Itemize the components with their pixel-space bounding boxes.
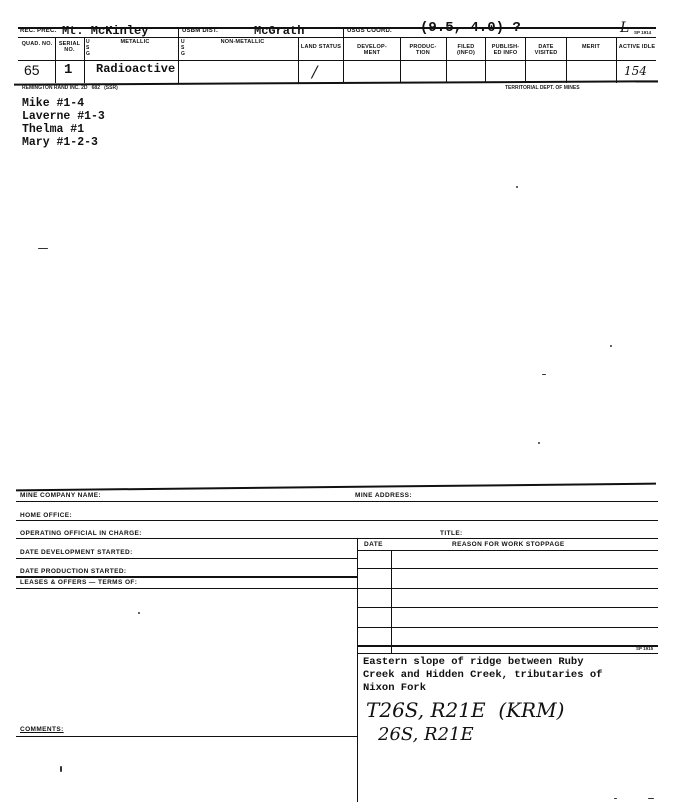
header-vline [525, 38, 526, 83]
metallic-value: Radioactive [96, 62, 176, 76]
claim-item: Laverne #1-3 [22, 110, 105, 123]
form-code-bottom: SP 1915 [636, 646, 654, 651]
header-vline [485, 38, 486, 83]
quad-no-label: QUAD. NO. [21, 41, 53, 47]
published-info-label: PUBLISH- ED INFO [491, 44, 520, 56]
operating-official-label: OPERATING OFFICIAL IN CHARGE: [20, 530, 142, 537]
scan-speck [538, 442, 540, 444]
claim-item: Thelma #1 [22, 123, 85, 136]
rule [357, 653, 658, 654]
form-code-top: SP 1914 [634, 30, 652, 35]
active-idle-label: ACTIVE IDLE [618, 44, 656, 50]
date-dev-started-label: DATE DEVELOPMENT STARTED: [20, 549, 133, 556]
usgs2-label: U S G [181, 39, 186, 57]
claim-item: Mary #1-2-3 [22, 136, 98, 149]
scan-speck [60, 766, 62, 772]
dept-line: TERRITORIAL DEPT. OF MINES [505, 85, 580, 91]
scan-speck [38, 248, 48, 249]
header-vline [343, 27, 344, 83]
development-label: DEVELOP- MENT [357, 44, 387, 56]
merit-label: MERIT [581, 44, 601, 50]
location-line: Creek and Hidden Creek, tributaries of [363, 669, 603, 681]
header-vline [446, 38, 447, 83]
rule [357, 607, 658, 608]
mine-address-label: MINE ADDRESS: [355, 492, 412, 499]
scan-speck [610, 345, 612, 347]
rule [357, 645, 658, 647]
usgs-label: U S G [86, 39, 91, 57]
rule [16, 558, 358, 559]
usgs-coord-value: (9.5, 4.0) ? [420, 20, 521, 36]
active-idle-value: 154 [624, 64, 647, 78]
rule [16, 736, 358, 737]
printer-line: REMINGTON RAND INC. 2D 682 (SSR) [22, 85, 118, 91]
scan-speck [138, 612, 140, 614]
rule [357, 627, 658, 628]
rec-prec-value: Mt. McKinley [62, 24, 149, 38]
scan-speck [614, 798, 617, 799]
quad-no-value: 65 [24, 62, 40, 78]
filed-info-label: FILED (INFO) [456, 44, 475, 56]
header-vline [566, 38, 567, 83]
metallic-label: METALLIC [120, 39, 150, 45]
scan-speck [516, 186, 518, 188]
header-vline [616, 38, 617, 83]
non-metallic-label: NON-METALLIC [220, 39, 265, 45]
title-label: TITLE: [440, 530, 463, 537]
scan-speck [648, 798, 654, 799]
header-vline [84, 38, 85, 83]
header-vline [400, 38, 401, 83]
scan-speck [542, 374, 546, 375]
rule [16, 538, 658, 539]
corner-mark: L [620, 20, 630, 36]
table-vline [391, 550, 392, 654]
usbm-dist-label: USBM DIST. [182, 28, 219, 34]
usgs-coord-label: USGS COORD. [347, 28, 392, 34]
rule [16, 576, 358, 578]
rule [357, 588, 658, 589]
production-label: PRODUC- TION [409, 44, 437, 56]
location-line: Nixon Fork [363, 682, 427, 694]
serial-no-value: 1 [64, 62, 73, 78]
rule [357, 550, 658, 551]
claims-list [22, 97, 105, 149]
location-line: Eastern slope of ridge between Ruby [363, 656, 584, 668]
handwritten-legal-1: T26S, R21E (KRM) [366, 698, 565, 722]
leases-label: LEASES & OFFERS — TERMS OF: [20, 579, 138, 586]
header-vline [178, 27, 179, 83]
comments-label: COMMENTS: [20, 726, 64, 733]
header-vline [298, 38, 299, 83]
land-status-label: LAND STATUS [300, 44, 342, 50]
home-office-label: HOME OFFICE: [20, 512, 73, 519]
land-status-value: / [312, 62, 318, 81]
usbm-dist-value: McGrath [254, 24, 305, 38]
date-label: DATE [364, 541, 383, 548]
date-visited-label: DATE VISITED [534, 44, 558, 56]
rule [16, 588, 358, 589]
claim-item: Mike #1-4 [22, 97, 85, 110]
reason-label: REASON FOR WORK STOPPAGE [452, 541, 565, 548]
rule [16, 520, 658, 521]
mine-company-name-label: MINE COMPANY NAME: [20, 492, 101, 499]
rec-prec-label: REC. PREC. [20, 28, 57, 34]
rule [357, 568, 658, 569]
date-prod-started-label: DATE PRODUCTION STARTED: [20, 568, 127, 575]
serial-no-label: SERIAL NO. [58, 41, 81, 53]
table-vline [357, 538, 358, 802]
header-label-rule [18, 60, 656, 61]
handwritten-legal-2: 26S, R21E [378, 724, 474, 745]
bottom-top-rule [16, 483, 656, 491]
rule [16, 501, 658, 502]
